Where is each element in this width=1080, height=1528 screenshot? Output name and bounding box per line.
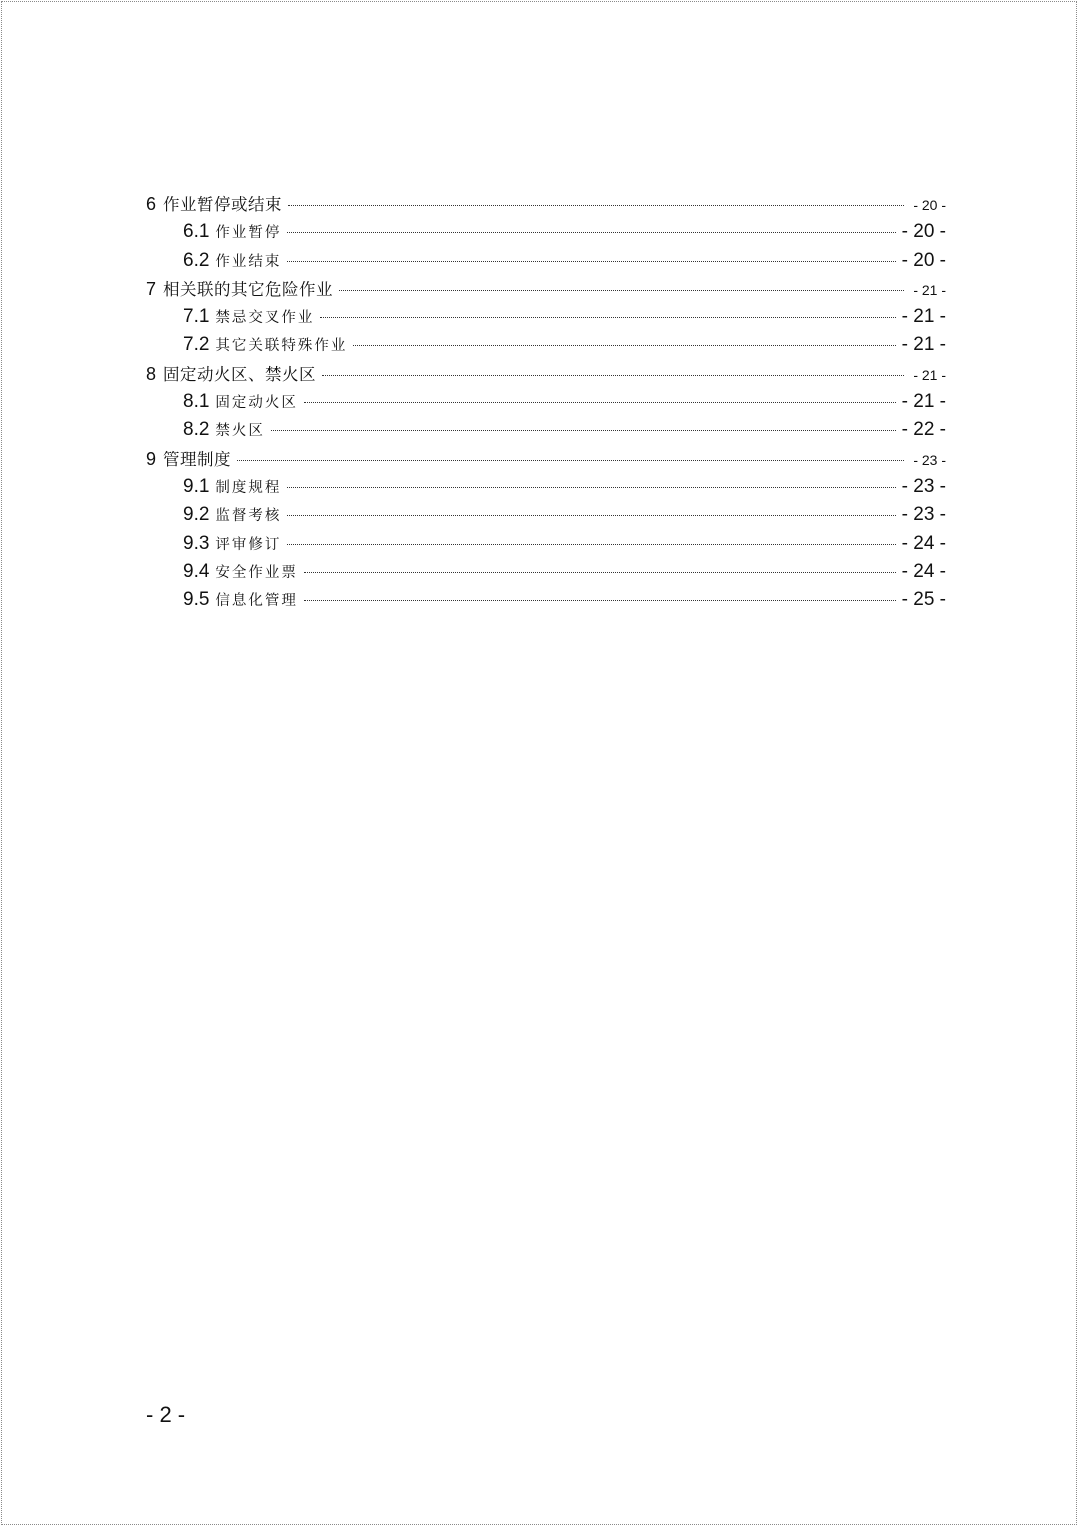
toc-entry-title: 评审修订 bbox=[215, 536, 282, 553]
toc-dot-leader bbox=[287, 487, 895, 488]
toc-section-entry[interactable] bbox=[146, 473, 946, 501]
toc-entry-page: - 20 - bbox=[913, 197, 946, 213]
toc-dot-leader bbox=[304, 572, 896, 573]
page-number: - 2 - bbox=[146, 1402, 186, 1427]
toc-dot-leader bbox=[339, 290, 904, 291]
toc-dot-leader bbox=[287, 261, 895, 262]
toc-entry-page: - 25 - bbox=[901, 589, 946, 611]
toc-entry-number: 9.5 bbox=[183, 589, 210, 611]
toc-entry-page: - 22 - bbox=[901, 419, 946, 441]
toc-entry-title: 安全作业票 bbox=[215, 564, 298, 581]
toc-entry-number: 8.2 bbox=[183, 419, 210, 441]
toc-entry-page: - 23 - bbox=[913, 451, 946, 468]
toc-dot-leader bbox=[322, 375, 904, 376]
toc-dot-leader bbox=[271, 430, 896, 431]
toc-section-entry[interactable] bbox=[146, 331, 946, 359]
table-of-contents bbox=[146, 190, 946, 614]
toc-chapter-entry[interactable] bbox=[146, 275, 946, 303]
toc-dot-leader bbox=[287, 515, 895, 516]
toc-entry-title: 相关联的其它危险作业 bbox=[163, 279, 334, 299]
toc-entry-number: 7.2 bbox=[183, 334, 210, 356]
toc-entry-title: 管理制度 bbox=[163, 449, 232, 469]
toc-section-entry[interactable] bbox=[146, 388, 946, 416]
toc-entry-number: 8 bbox=[146, 363, 157, 384]
toc-entry-title: 禁火区 bbox=[215, 423, 265, 440]
toc-entry-number: 9.2 bbox=[183, 504, 210, 526]
toc-entry-number: 6.2 bbox=[183, 249, 210, 271]
toc-chapter-entry[interactable] bbox=[146, 190, 946, 218]
toc-entry-number: 6 bbox=[146, 194, 157, 214]
toc-entry-title: 作业暂停 bbox=[215, 225, 282, 242]
toc-entry-page: - 24 - bbox=[901, 560, 946, 582]
toc-section-entry[interactable] bbox=[146, 586, 946, 614]
toc-dot-leader bbox=[353, 345, 895, 346]
toc-dot-leader bbox=[320, 317, 895, 318]
toc-entry-title: 禁忌交叉作业 bbox=[215, 310, 315, 327]
toc-chapter-entry[interactable] bbox=[146, 360, 946, 388]
toc-section-entry[interactable] bbox=[146, 218, 946, 246]
toc-entry-number: 7 bbox=[146, 278, 157, 299]
toc-section-entry[interactable] bbox=[146, 558, 946, 586]
toc-dot-leader bbox=[288, 205, 904, 206]
toc-dot-leader bbox=[237, 460, 904, 461]
toc-chapter-entry[interactable] bbox=[146, 445, 946, 473]
toc-entry-title: 作业暂停或结束 bbox=[163, 195, 283, 214]
toc-entry-page: - 23 - bbox=[901, 475, 946, 497]
toc-section-entry[interactable] bbox=[146, 530, 946, 558]
toc-entry-page: - 21 - bbox=[913, 281, 946, 298]
toc-section-entry[interactable] bbox=[146, 416, 946, 444]
toc-entry-number: 9 bbox=[146, 448, 157, 469]
toc-entry-number: 9.3 bbox=[183, 532, 210, 554]
toc-entry-page: - 21 - bbox=[901, 306, 946, 328]
toc-entry-number: 7.1 bbox=[183, 306, 210, 328]
toc-entry-title: 固定动火区、禁火区 bbox=[163, 364, 317, 384]
toc-entry-title: 监督考核 bbox=[215, 508, 282, 525]
toc-dot-leader bbox=[287, 544, 895, 545]
toc-section-entry[interactable] bbox=[146, 501, 946, 529]
toc-entry-page: - 23 - bbox=[901, 504, 946, 526]
toc-dot-leader bbox=[304, 402, 896, 403]
toc-entry-number: 9.4 bbox=[183, 560, 210, 582]
toc-entry-number: 8.1 bbox=[183, 391, 210, 413]
toc-entry-title: 固定动火区 bbox=[215, 395, 298, 412]
toc-dot-leader bbox=[287, 232, 895, 233]
toc-entry-title: 其它关联特殊作业 bbox=[215, 338, 348, 355]
toc-section-entry[interactable] bbox=[146, 303, 946, 331]
toc-entry-page: - 21 - bbox=[913, 366, 946, 383]
toc-entry-page: - 24 - bbox=[901, 532, 946, 554]
toc-entry-title: 作业结束 bbox=[215, 253, 282, 270]
toc-dot-leader bbox=[304, 600, 896, 601]
toc-entry-number: 9.1 bbox=[183, 475, 210, 497]
toc-entry-page: - 20 - bbox=[901, 249, 946, 271]
toc-section-entry[interactable] bbox=[146, 247, 946, 275]
toc-entry-title: 信息化管理 bbox=[215, 593, 298, 610]
toc-entry-title: 制度规程 bbox=[215, 479, 282, 496]
toc-entry-number: 6.1 bbox=[183, 221, 210, 243]
toc-entry-page: - 21 - bbox=[901, 391, 946, 413]
toc-entry-page: - 20 - bbox=[901, 221, 946, 243]
toc-entry-page: - 21 - bbox=[901, 334, 946, 356]
